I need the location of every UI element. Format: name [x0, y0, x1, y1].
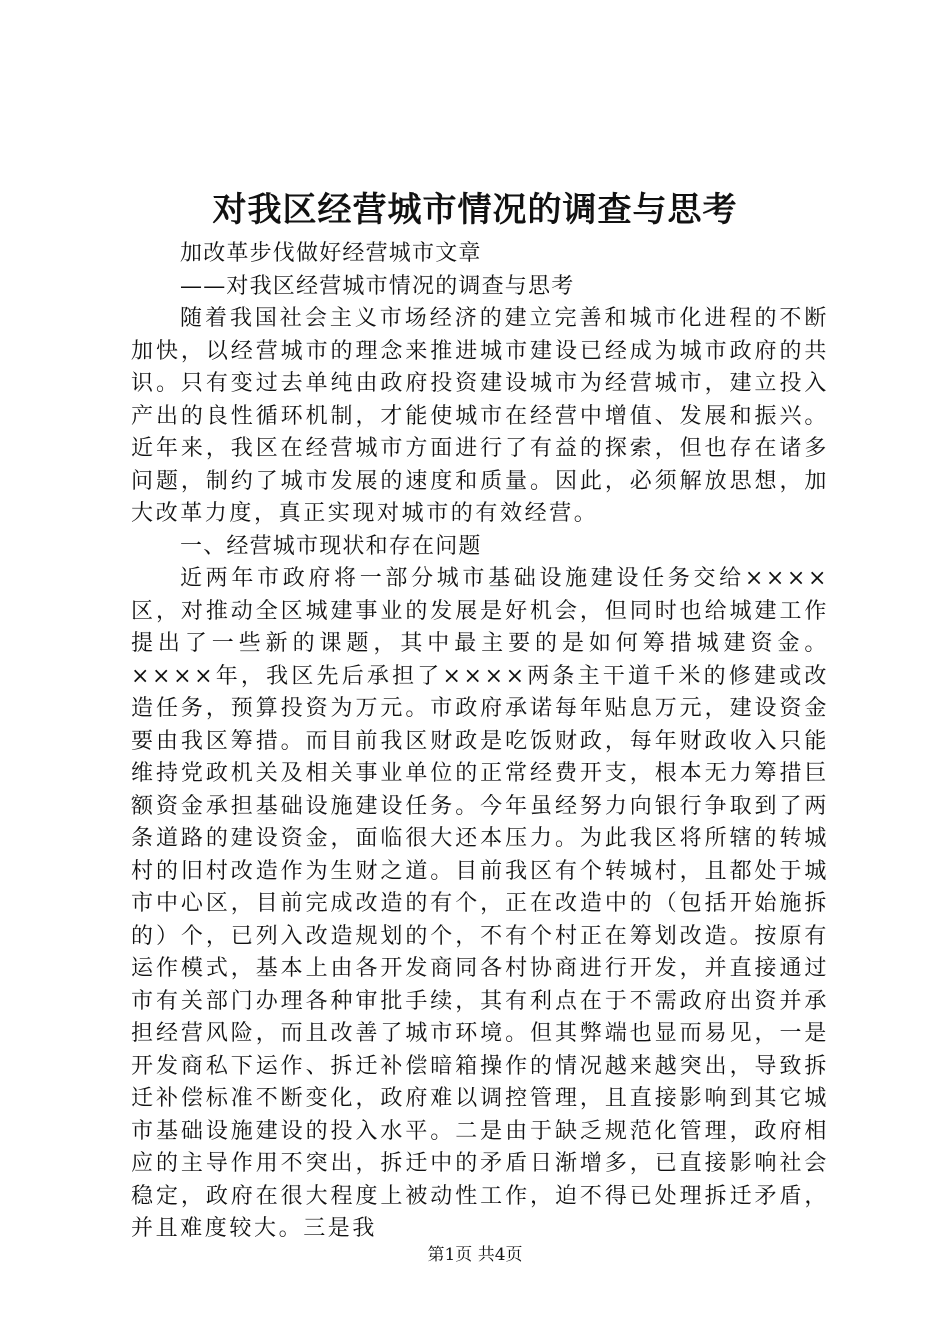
- paragraph-status: 近两年市政府将一部分城市基础设施建设任务交给××××区，对推动全区城建事业的发展是好机会，但同时也给城建工作提出了一些新的课题，其中最主要的是如何筹措城建资金。××××年，我区先后承担了××××两条主干道千米的修建或改造任务，预算投资为万元。市政府承诺每年贴息万元，建设资金要由我区筹措。而目前我区财政是吃饭财政，每年财政收入只能维持党政机关及相关事业单位的正常经费开支，根本无力筹措巨额资金承担基础设施建设任务。今年虽经努力向银行争取到了两条道路的建设资金，面临很大还本压力。为此我区将所辖的转城村的旧村改造作为生财之道。目前我区有个转城村，且都处于城市中心区，目前完成改造的有个，正在改造中的（包括开始施拆的）个，已列入改造规划的个，不有个村正在筹划改造。按原有运作模式，基本上由各开发商同各村协商进行开发，并直接通过市有关部门办理各种审批手续，其有利点在于不需政府出资并承担经营风险，而且改善了城市环境。但其弊端也显而易见，一是开发商私下运作、拆迁补偿暗箱操作的情况越来越突出，导致拆迁补偿标准不断变化，政府难以调控管理，且直接影响到其它城市基础设施建设的投入水平。二是由于缺乏规范化管理，政府相应的主导作用不突出，拆迁中的矛盾日渐增多，已直接影响社会稳定，政府在很大程度上被动性工作，迫不得已处理拆迁矛盾，并且难度较大。三是我: [131, 566, 829, 1241]
- subtitle-line-1: 加改革步伐做好经营城市文章: [180, 241, 482, 266]
- page-footer: 第1页 共4页: [427, 1245, 523, 1265]
- document-title: 对我区经营城市情况的调查与思考: [212, 190, 738, 230]
- subtitle-line-2: ——对我区经营城市情况的调查与思考: [180, 273, 575, 299]
- section-heading: 一、经营城市现状和存在问题: [180, 533, 482, 559]
- document-body: [131, 238, 829, 1246]
- paragraph-intro: 随着我国社会主义市场经济的建立完善和城市化进程的不断加快，以经营城市的理念来推进城市建设已经成为城市政府的共识。只有变过去单纯由政府投资建设城市为经营城市，建立投入产出的良性循环机制，才能使城市在经营中增值、发展和振兴。近年来，我区在经营城市方面进行了有益的探索，但也存在诸多问题，制约了城市发展的速度和质量。因此，必须解放思想，加大改革力度，真正实现对城市的有效经营。: [131, 306, 829, 526]
